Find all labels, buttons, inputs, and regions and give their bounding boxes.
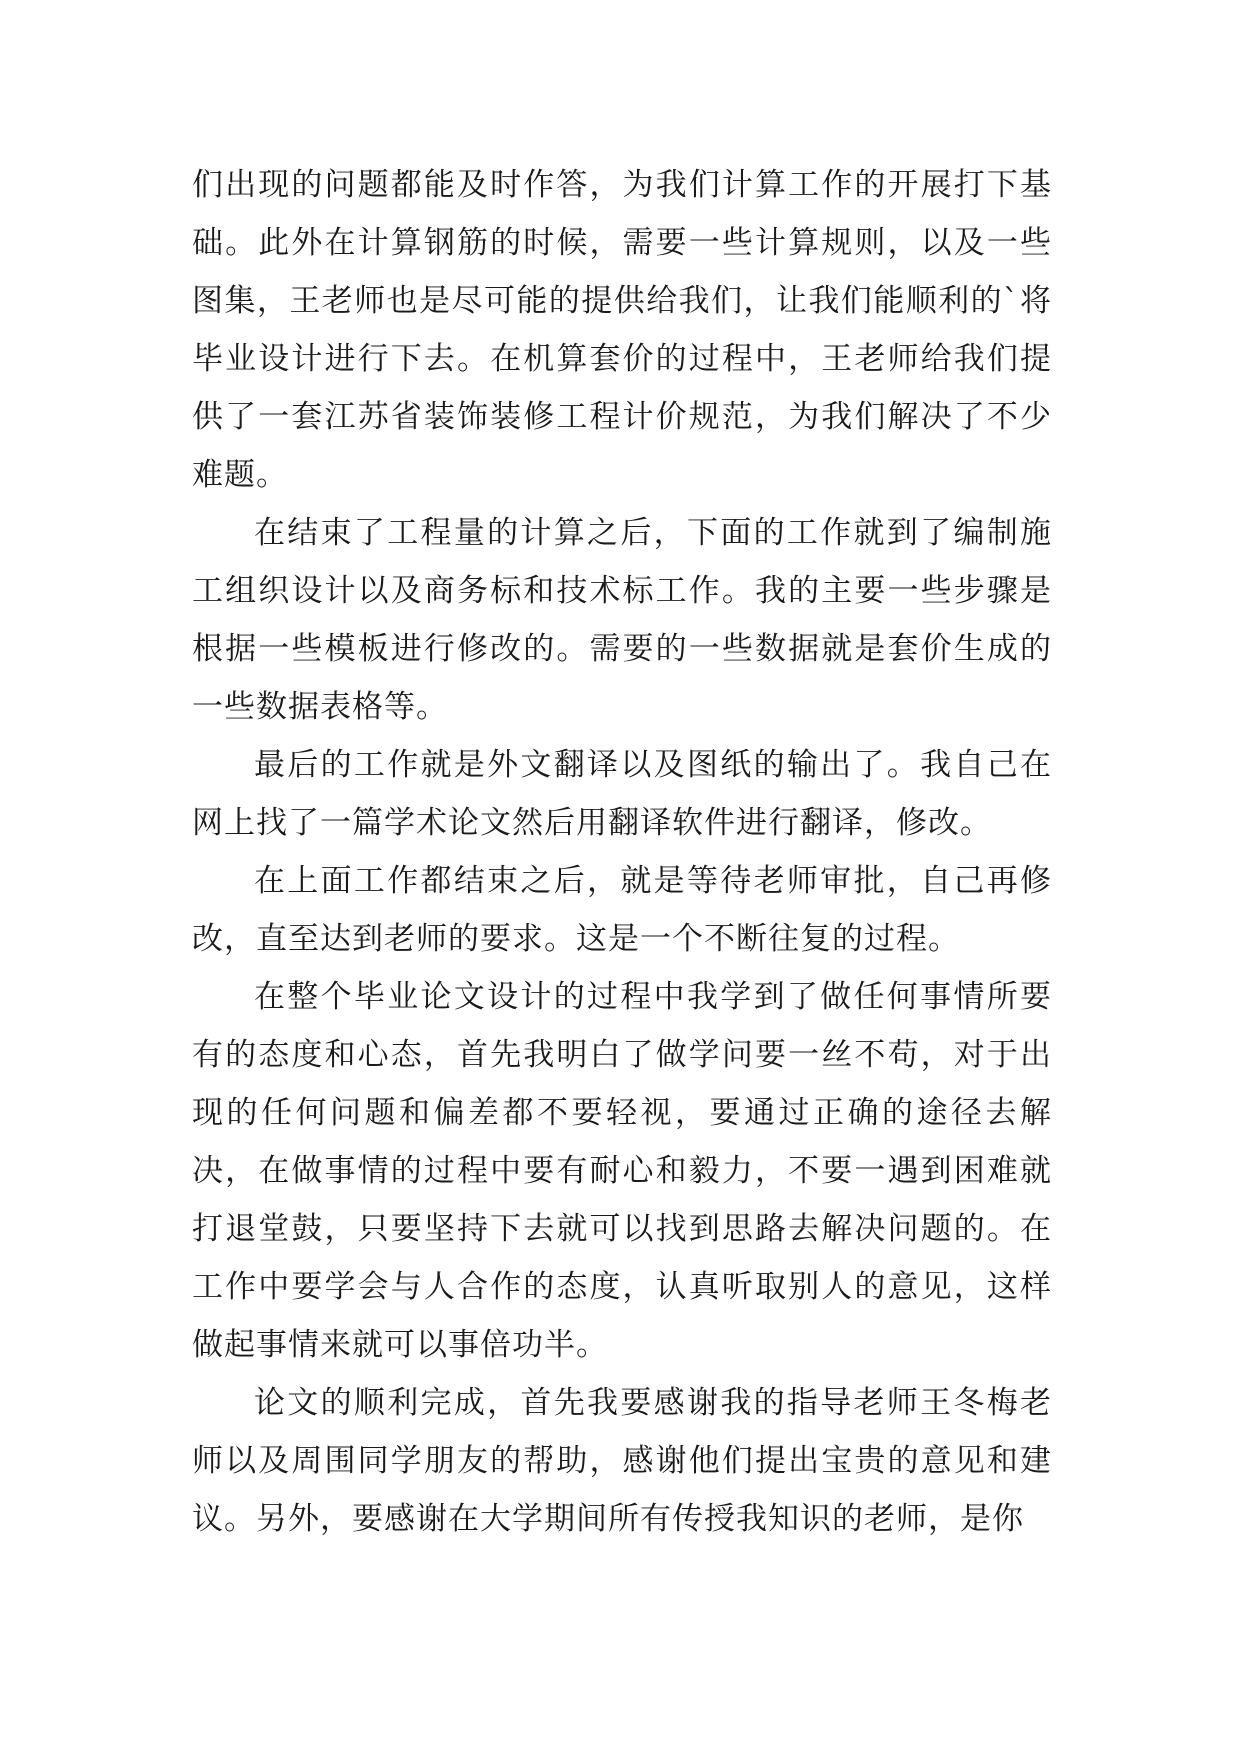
paragraph-6: 论文的顺利完成，首先我要感谢我的指导老师王冬梅老师以及周围同学朋友的帮助，感谢他们提出宝贵的意见和建议。另外，要感谢在大学期间所有传授我知识的老师，是你 [192, 1385, 1052, 1537]
paragraph-3: 最后的工作就是外文翻译以及图纸的输出了。我自己在网上找了一篇学术论文然后用翻译软件进行翻译，修改。 [192, 747, 1052, 841]
paragraph-1: 们出现的问题都能及时作答，为我们计算工作的开展打下基础。此外在计算钢筋的时候，需要一些计算规则，以及一些图集，王老师也是尽可能的提供给我们，让我们能顺利的`将毕业设计进行下去。在机算套价的过程中，王老师给我们提供了一套江苏省装饰装修工程计价规范，为我们解决了不少难题。 [192, 167, 1052, 493]
paragraph-4: 在上面工作都结束之后，就是等待老师审批，自己再修改，直至达到老师的要求。这是一个不断往复的过程。 [192, 863, 1052, 957]
body-text [192, 156, 1052, 1548]
paragraph-2: 在结束了工程量的计算之后，下面的工作就到了编制施工组织设计以及商务标和技术标工作。我的主要一些步骤是根据一些模板进行修改的。需要的一些数据就是套价生成的一些数据表格等。 [192, 515, 1052, 725]
paragraph-5: 在整个毕业论文设计的过程中我学到了做任何事情所要有的态度和心态，首先我明白了做学问要一丝不苟，对于出现的任何问题和偏差都不要轻视，要通过正确的途径去解决，在做事情的过程中要有耐心和毅力，不要一遇到困难就打退堂鼓，只要坚持下去就可以找到思路去解决问题的。在工作中要学会与人合作的态度，认真听取别人的意见，这样做起事情来就可以事倍功半。 [192, 979, 1052, 1363]
